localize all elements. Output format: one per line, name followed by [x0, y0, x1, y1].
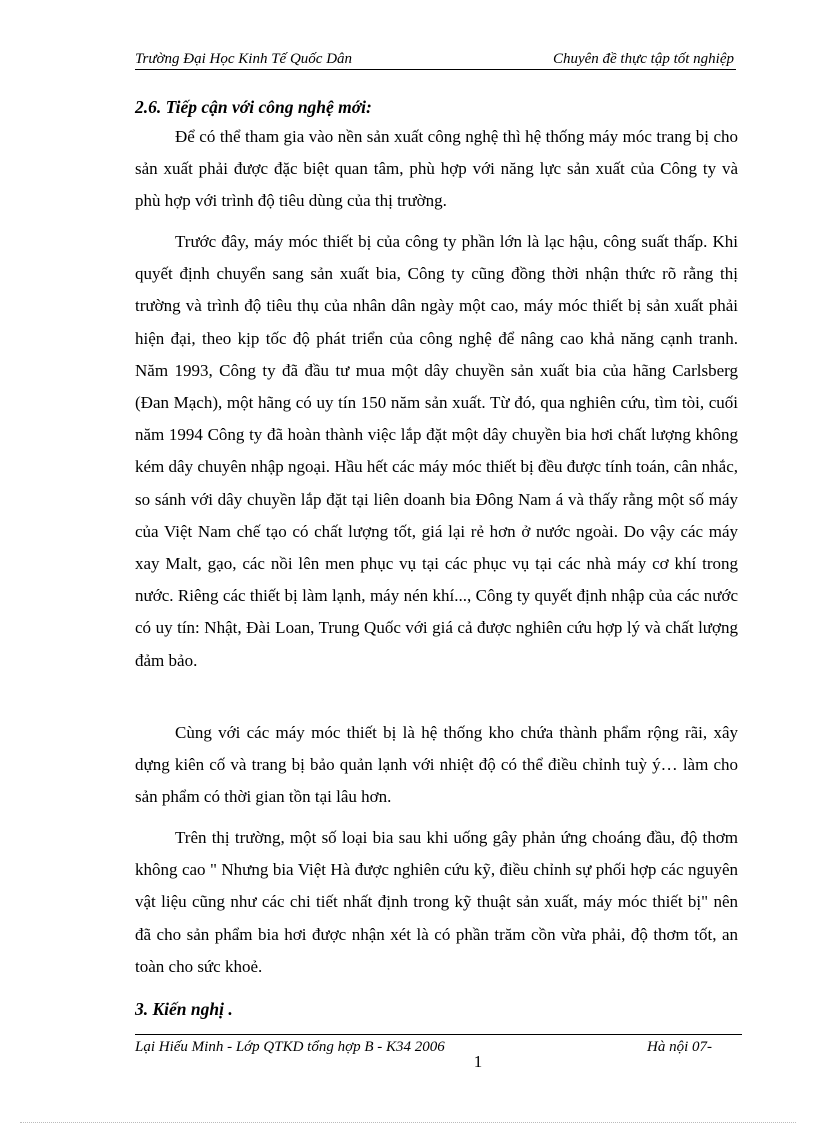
- footer-divider: [135, 1034, 742, 1035]
- section-heading-3: 3. Kiến nghị .: [135, 999, 233, 1019]
- paragraph-market-quality: Trên thị trường, một số loại bia sau khi uống gây phản ứng choáng đầu, độ thơm không cao " Nhưng bia Việt Hà được nghiên cứu kỹ, điều chỉnh sự phối hợp các nguyên vật liệu cũng như các chi tiết nhất định trong kỹ thuật sản xuất, máy móc thiết bị" nên đã cho sản phẩm bia hơi được nhận xét là có phần trăm cồn vừa phải, độ thơm tốt, an toàn cho sức khoẻ.: [135, 828, 738, 976]
- page-number: 1: [473, 1052, 483, 1071]
- paragraph-warehouse: Cùng với các máy móc thiết bị là hệ thống kho chứa thành phẩm rộng rãi, xây dựng kiên cố và trang bị bảo quản lạnh với nhiệt độ có thể điều chỉnh tuỳ ý… làm cho sản phẩm có thời gian tồn tại lâu hơn.: [135, 723, 738, 807]
- paragraph-equipment-history: Trước đây, máy móc thiết bị của công ty phần lớn là lạc hậu, công suất thấp. Khi quyết định chuyển sang sản xuất bia, Công ty cũng đồng thời nhận thức rõ rằng thị trường và trình độ tiêu thụ của nhân dân ngày một cao, máy móc thiết bị sản xuất phải hiện đại, theo kịp tốc độ phát triển của công nghệ để nâng cao khả năng cạnh tranh. Năm 1993, Công ty đã đầu tư mua một dây chuyền sản xuất bia của hãng Carlsberg (Đan Mạch), một hãng có uy tín 150 năm sản xuất. Từ đó, qua nghiên cứu, tìm tòi, cuối năm 1994 Công ty đã hoàn thành việc lắp đặt một dây chuyền bia hơi chất lượng không kém dây chuyên nhập ngoại. Hầu hết các máy móc thiết bị đều được tính toán, cân nhắc, so sánh với dây chuyền lắp đặt tại liên doanh bia Đông Nam á và thấy rằng một số máy của Việt Nam chế tạo có chất lượng tốt, giá lại rẻ hơn ở nước ngoài. Do vậy các máy xay Malt, gạo, các nồi lên men phục vụ tại các phục vụ tại các nhà máy cơ khí trong nước. Riêng các thiết bị làm lạnh, máy nén khí..., Công ty quyết định nhập của các nước có uy tín: Nhật, Đài Loan, Trung Quốc với giá cả được nghiên cứu hợp lý và chất lượng đảm bảo.: [135, 232, 738, 670]
- section-heading-2-6: 2.6. Tiếp cận với công nghệ mới:: [135, 97, 372, 117]
- page-header: [135, 49, 736, 70]
- header-document-type: Chuyên đề thực tập tốt nghiệp: [552, 51, 734, 67]
- footer-date: Hà nội 07-: [647, 1039, 712, 1055]
- page-footer: [135, 1038, 742, 1078]
- footer-author: Lại Hiếu Minh - Lớp QTKD tổng hợp B - K34 2006: [135, 1039, 445, 1055]
- header-school-name: Trường Đại Học Kinh Tế Quốc Dân: [135, 51, 353, 67]
- paragraph-intro: Để có thể tham gia vào nền sản xuất công nghệ thì hệ thống máy móc trang bị cho sản xuất phải được đặc biệt quan tâm, phù hợp với năng lực sản xuất của Công ty và phù hợp với trình độ tiêu dùng của thị trường.: [135, 127, 738, 211]
